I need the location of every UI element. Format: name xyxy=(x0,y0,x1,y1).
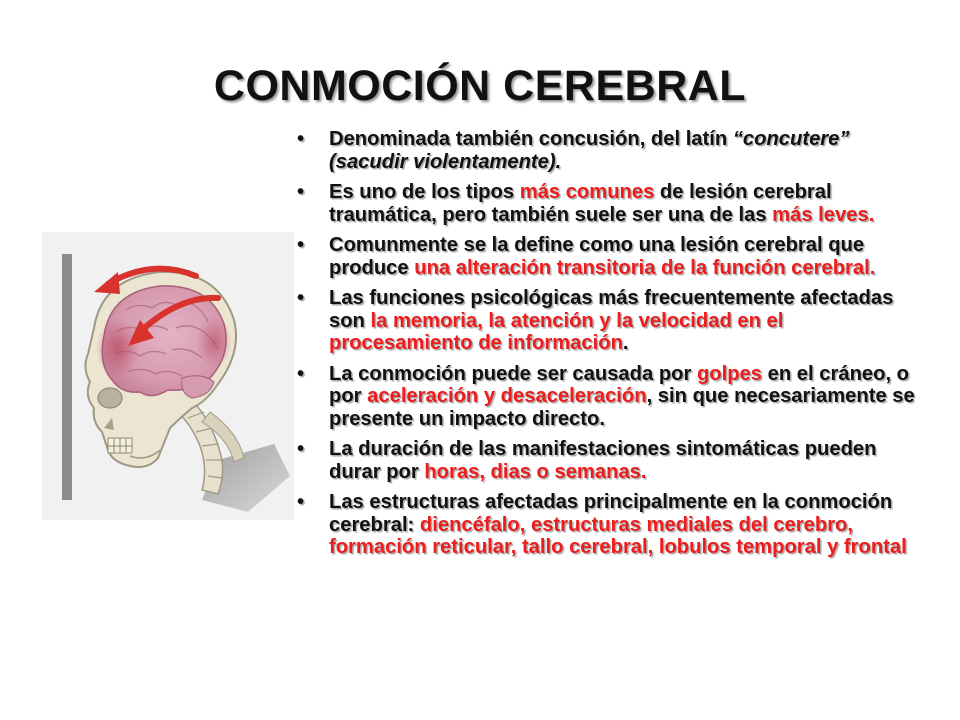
bullet-highlight: golpes xyxy=(696,362,763,385)
frontal-bruise xyxy=(96,318,140,378)
bullet-text: de lesión cerebral traumática, pero también suele ser una de las xyxy=(329,181,832,226)
bullet-text: Denominada también concusión, del latín xyxy=(329,128,733,150)
bullet-text: Comunmente se la define como una lesión cerebral que produce xyxy=(329,234,865,279)
bullet-list xyxy=(293,128,918,567)
brain-concussion-illustration xyxy=(42,232,294,520)
bullet-highlight: horas, dias o semanas. xyxy=(424,460,647,483)
bullet-item xyxy=(293,363,918,431)
bullet-text: en el cráneo, o por xyxy=(329,362,910,407)
bullet-highlight: la memoria, la atención y la velocidad en el procesamiento de información xyxy=(329,309,784,354)
bullet-item xyxy=(293,128,918,173)
bullet-item xyxy=(293,491,918,559)
bullet-text: Es uno de los tipos xyxy=(329,181,520,203)
teeth xyxy=(108,438,132,453)
bullet-text: Las estructuras afectadas principalmente en la conmoción cerebral: xyxy=(329,491,893,536)
bullet-text: . xyxy=(622,332,629,354)
bullet-item xyxy=(293,181,918,226)
eye-socket xyxy=(98,388,122,408)
wall-bar xyxy=(62,254,72,500)
bullet-highlight: más comunes xyxy=(519,181,655,203)
occipital-bruise xyxy=(196,316,232,368)
bullet-text: Las funciones psicológicas más frecuentemente afectadas son xyxy=(329,287,894,332)
bullet-glyph: • xyxy=(297,128,305,150)
bullet-highlight: más leves. xyxy=(772,203,875,226)
bullet-text: La conmoción puede ser causada por xyxy=(329,362,697,385)
bullet-glyph: • xyxy=(297,234,305,256)
bullet-text: , sin que necesariamente se presente un impacto directo. xyxy=(329,385,915,430)
bullet-glyph: • xyxy=(297,438,305,460)
bullet-glyph: • xyxy=(297,287,305,309)
bullet-item xyxy=(293,438,918,483)
bullet-text-italic: “concutere” (sacudir violentamente). xyxy=(329,128,850,173)
bullet-item xyxy=(293,287,918,355)
bullet-glyph: • xyxy=(297,491,305,513)
bullet-text: La duración de las manifestaciones sintomáticas pueden durar por xyxy=(329,438,877,483)
bullet-highlight: una alteración transitoria de la función cerebral. xyxy=(414,256,876,279)
bullet-glyph: • xyxy=(297,181,305,203)
bullet-glyph: • xyxy=(297,362,305,385)
slide-title: CONMOCIÓN CEREBRAL xyxy=(213,62,747,110)
bullet-item xyxy=(293,234,918,279)
bullet-highlight: aceleración y desaceleración xyxy=(367,385,647,407)
bullet-highlight: diencéfalo, estructuras mediales del cerebro, formación reticular, tallo cerebral, lobulos temporal y frontal xyxy=(329,513,907,558)
